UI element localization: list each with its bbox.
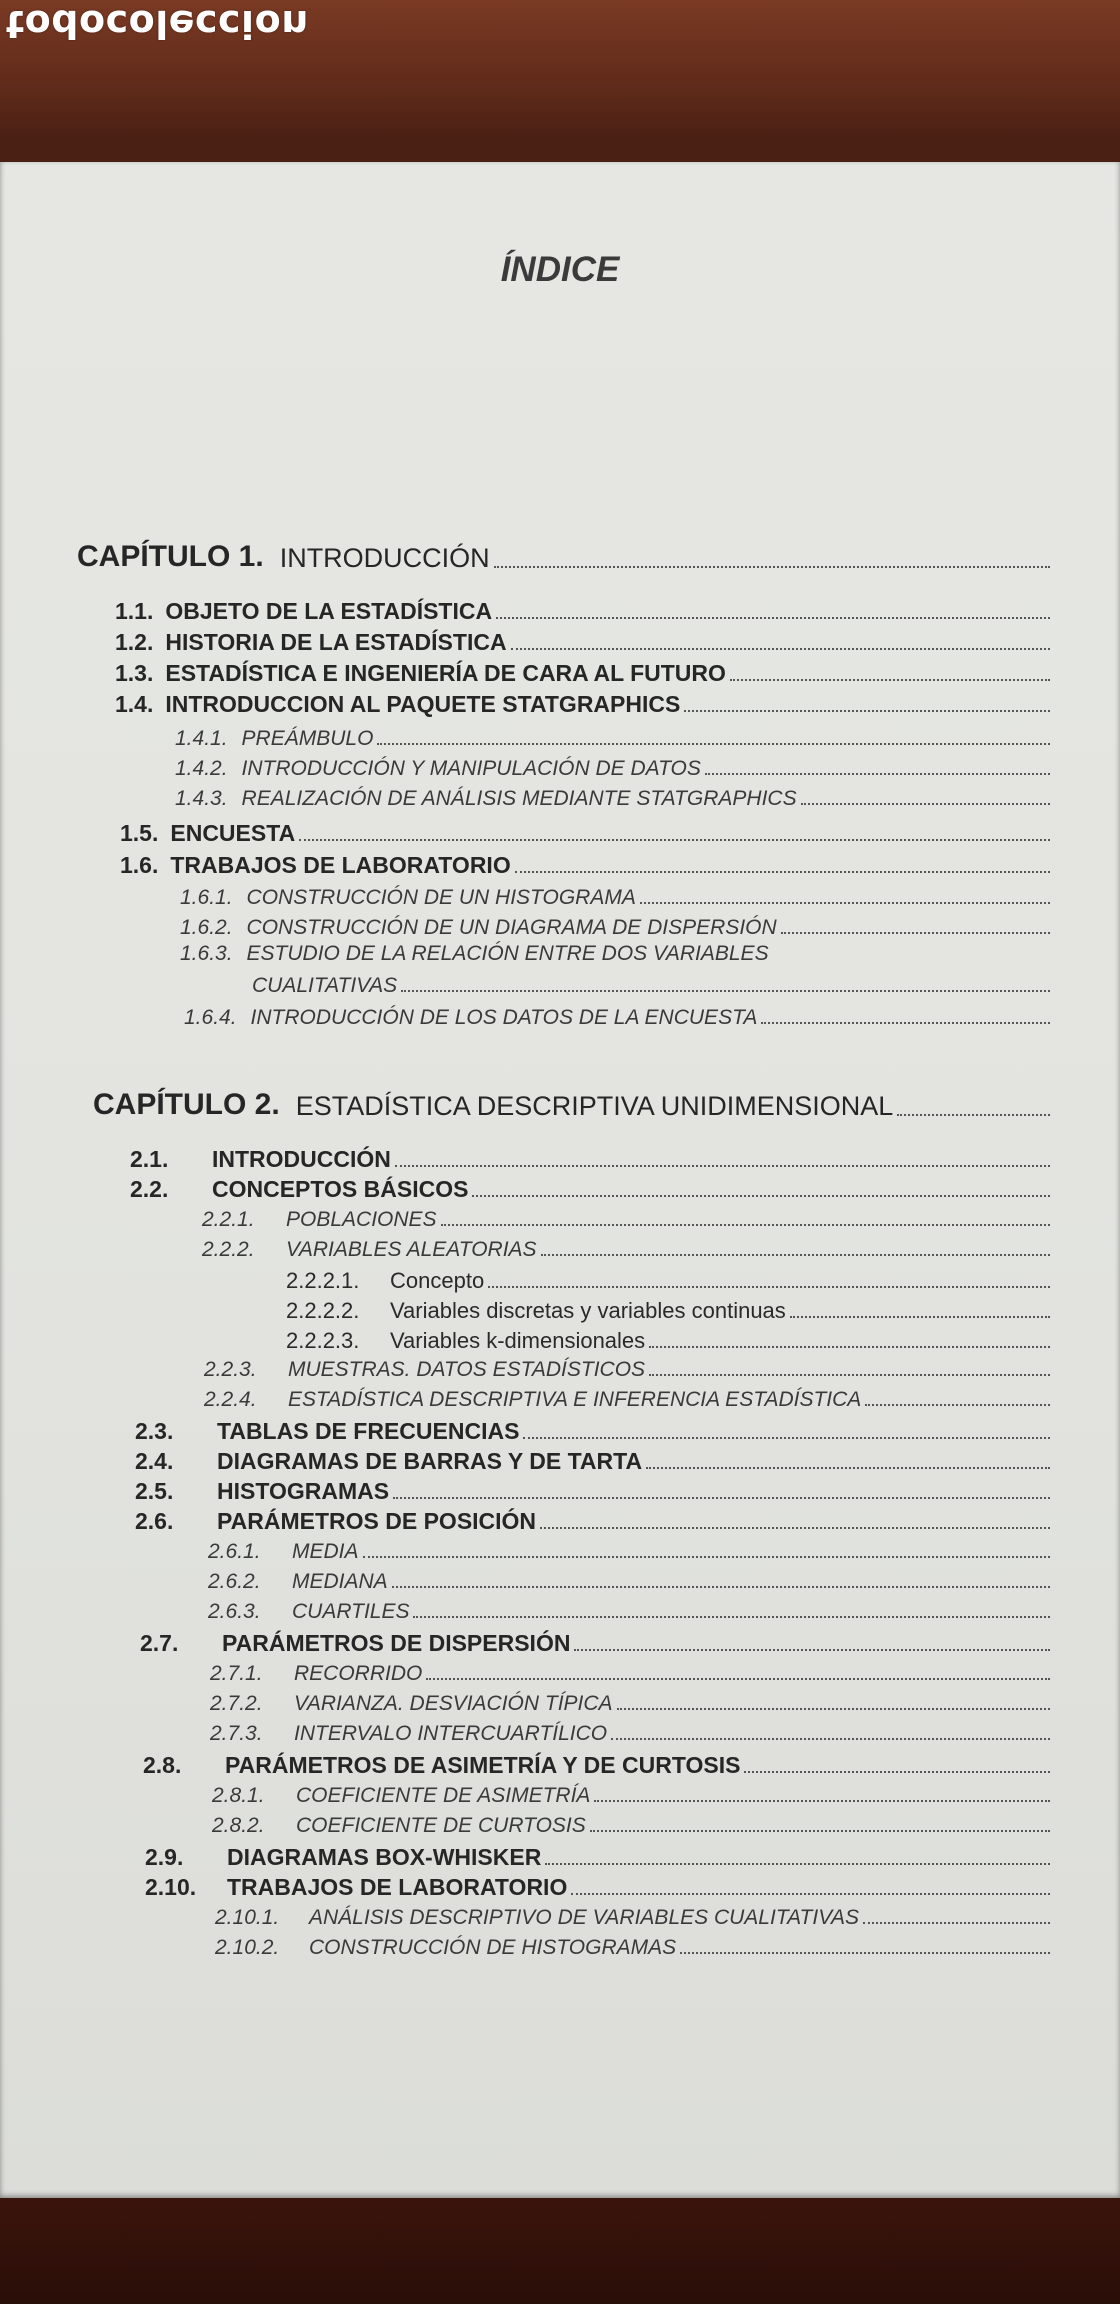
toc-subentry — [202, 1208, 1052, 1232]
leader-dots — [790, 1316, 1050, 1318]
entry-number: 1.2. — [115, 629, 154, 655]
entry-label: Variables k-dimensionales — [390, 1328, 646, 1353]
leader-dots — [865, 1404, 1050, 1406]
leader-dots — [590, 1830, 1050, 1832]
entry-label: INTERVALO INTERCUARTÍLICO — [294, 1722, 608, 1745]
entry-label: HISTORIA DE LA ESTADÍSTICA — [165, 629, 507, 655]
leader-dots — [496, 617, 1050, 619]
leader-dots — [494, 566, 1050, 568]
entry-number: 2.1. — [130, 1146, 169, 1172]
chapter-number: CAPÍTULO 1. — [77, 540, 264, 573]
entry-number: 2.8. — [143, 1752, 182, 1778]
leader-dots — [594, 1800, 1050, 1802]
entry-number: 2.10.2. — [215, 1936, 280, 1959]
entry-number: 2.7.3. — [210, 1722, 263, 1745]
leader-dots — [801, 803, 1050, 805]
leader-dots — [684, 710, 1050, 712]
leader-dots — [515, 871, 1050, 873]
entry-number: 2.2.3. — [204, 1358, 257, 1381]
leader-dots — [395, 1165, 1050, 1167]
toc-subentry — [212, 1814, 1052, 1838]
toc-entry — [120, 820, 1052, 847]
page-title: ÍNDICE — [500, 250, 620, 289]
leader-dots — [401, 990, 1050, 992]
toc-entry — [120, 852, 1052, 879]
toc-entry — [115, 629, 1052, 656]
entry-label: CUALITATIVAS — [252, 974, 398, 997]
entry-label: ESTADÍSTICA E INGENIERÍA DE CARA AL FUTURO — [165, 660, 726, 686]
entry-label: INTRODUCCIÓN — [212, 1146, 391, 1172]
table-surface — [0, 2198, 1120, 2304]
toc-subentry — [180, 942, 769, 966]
leader-dots — [863, 1922, 1050, 1924]
leader-dots — [441, 1224, 1050, 1226]
toc-entry — [115, 691, 1052, 718]
entry-number: 2.2. — [130, 1176, 169, 1202]
entry-label: TRABAJOS DE LABORATORIO — [170, 852, 511, 878]
leader-dots — [761, 1022, 1050, 1024]
entry-number: 2.8.2. — [212, 1814, 265, 1837]
leader-dots — [377, 743, 1050, 745]
leader-dots — [897, 1114, 1050, 1116]
entry-label: TRABAJOS DE LABORATORIO — [227, 1874, 568, 1900]
entry-label: RECORRIDO — [294, 1662, 423, 1685]
toc-entry — [135, 1478, 1052, 1505]
entry-number: 1.6. — [120, 852, 159, 878]
entry-label: PARÁMETROS DE ASIMETRÍA Y DE CURTOSIS — [225, 1752, 741, 1778]
leader-dots — [640, 902, 1050, 904]
leader-dots — [649, 1346, 1050, 1348]
leader-dots — [426, 1678, 1050, 1680]
leader-dots — [392, 1586, 1050, 1588]
entry-number: 2.7. — [140, 1630, 179, 1656]
leader-dots — [705, 773, 1050, 775]
entry-number: 2.2.2.1. — [286, 1268, 360, 1293]
entry-number: 2.5. — [135, 1478, 174, 1504]
toc-entry — [143, 1752, 1052, 1779]
entry-label: COEFICIENTE DE CURTOSIS — [296, 1814, 586, 1837]
toc-entry — [130, 1176, 1052, 1203]
leader-dots — [363, 1556, 1050, 1558]
leader-dots — [611, 1738, 1050, 1740]
entry-label: TABLAS DE FRECUENCIAS — [217, 1418, 520, 1444]
entry-number: 1.1. — [115, 598, 154, 624]
toc-subentry — [208, 1540, 1052, 1564]
toc-entry — [115, 598, 1052, 625]
entry-number: 2.4. — [135, 1448, 174, 1474]
entry-number: 2.6.1. — [208, 1540, 261, 1563]
entry-label: REALIZACIÓN DE ANÁLISIS MEDIANTE STATGRAPHICS — [241, 787, 797, 810]
toc-entry — [135, 1418, 1052, 1445]
toc-subentry-continued — [252, 974, 1052, 998]
entry-label: CONSTRUCCIÓN DE HISTOGRAMAS — [309, 1936, 677, 1959]
entry-label: HISTOGRAMAS — [217, 1478, 390, 1504]
entry-label: DIAGRAMAS DE BARRAS Y DE TARTA — [217, 1448, 643, 1474]
entry-number: 2.8.1. — [212, 1784, 265, 1807]
toc-entry — [135, 1448, 1052, 1475]
toc-subentry — [204, 1358, 1052, 1382]
entry-label: CONCEPTOS BÁSICOS — [212, 1176, 469, 1202]
entry-number: 2.3. — [135, 1418, 174, 1444]
entry-label: Concepto — [390, 1268, 485, 1293]
entry-number: 1.4.2. — [175, 757, 228, 780]
toc-entry — [130, 1146, 1052, 1173]
entry-number: 1.4.3. — [175, 787, 228, 810]
toc-subentry — [215, 1906, 1052, 1930]
entry-label: MEDIANA — [292, 1570, 388, 1593]
toc-subsubentry — [286, 1328, 1052, 1354]
entry-number: 2.2.2.2. — [286, 1298, 360, 1323]
chapter-title: ESTADÍSTICA DESCRIPTIVA UNIDIMENSIONAL — [295, 1091, 894, 1121]
toc-subentry — [208, 1570, 1052, 1594]
entry-number: 1.6.1. — [180, 886, 233, 909]
entry-number: 2.2.1. — [202, 1208, 255, 1231]
toc-subentry — [204, 1388, 1052, 1412]
entry-number: 2.10. — [145, 1874, 197, 1900]
leader-dots — [511, 648, 1050, 650]
leader-dots — [540, 1527, 1050, 1529]
entry-label: CONSTRUCCIÓN DE UN HISTOGRAMA — [246, 886, 636, 909]
toc-entry — [140, 1630, 1052, 1657]
leader-dots — [781, 932, 1050, 934]
leader-dots — [472, 1195, 1050, 1197]
leader-dots — [393, 1497, 1050, 1499]
entry-label: ENCUESTA — [170, 820, 296, 846]
toc-subentry — [212, 1784, 1052, 1808]
entry-label: ESTADÍSTICA DESCRIPTIVA E INFERENCIA ESTADÍSTICA — [288, 1388, 862, 1411]
entry-label: MUESTRAS. DATOS ESTADÍSTICOS — [288, 1358, 646, 1381]
toc-subentry — [180, 916, 1052, 940]
entry-label: PREÁMBULO — [241, 727, 374, 750]
entry-label: COEFICIENTE DE ASIMETRÍA — [296, 1784, 591, 1807]
toc-subentry — [210, 1662, 1052, 1686]
chapter-2-heading — [93, 1088, 1052, 1122]
toc-subentry — [202, 1238, 1052, 1262]
entry-label: CONSTRUCCIÓN DE UN DIAGRAMA DE DISPERSIÓN — [246, 916, 777, 939]
toc-subentry — [210, 1692, 1052, 1716]
entry-number: 2.2.2.3. — [286, 1328, 360, 1353]
toc-entry — [145, 1844, 1052, 1871]
leader-dots — [299, 839, 1050, 841]
entry-label: POBLACIONES — [286, 1208, 437, 1231]
entry-label: ANÁLISIS DESCRIPTIVO DE VARIABLES CUALITATIVAS — [309, 1906, 860, 1929]
leader-dots — [523, 1437, 1050, 1439]
toc-subentry — [215, 1936, 1052, 1960]
entry-label: INTRODUCCION AL PAQUETE STATGRAPHICS — [165, 691, 681, 717]
entry-label: PARÁMETROS DE POSICIÓN — [217, 1508, 537, 1534]
entry-number: 2.6.2. — [208, 1570, 261, 1593]
chapter-1-heading — [77, 540, 1052, 574]
toc-subentry — [180, 886, 1052, 910]
leader-dots — [541, 1254, 1050, 1256]
entry-label: DIAGRAMAS BOX-WHISKER — [227, 1844, 542, 1870]
entry-label: CUARTILES — [292, 1600, 410, 1623]
toc-subentry — [208, 1600, 1052, 1624]
entry-number: 2.2.2. — [202, 1238, 255, 1261]
leader-dots — [545, 1863, 1050, 1865]
entry-text: ESTUDIO DE LA RELACIÓN ENTRE DOS VARIABLES — [246, 942, 769, 965]
entry-number: 1.3. — [115, 660, 154, 686]
entry-number: 2.9. — [145, 1844, 184, 1870]
entry-number: 2.10.1. — [215, 1906, 280, 1929]
watermark-text: todocoleccion — [6, 2, 309, 46]
leader-dots — [574, 1649, 1050, 1651]
toc-subsubentry — [286, 1298, 1052, 1324]
toc-subsubentry — [286, 1268, 1052, 1294]
entry-label: VARIABLES ALEATORIAS — [286, 1238, 537, 1261]
toc-entry — [115, 660, 1052, 687]
leader-dots — [617, 1708, 1050, 1710]
chapter-number: CAPÍTULO 2. — [93, 1088, 280, 1121]
entry-number: 1.6.2. — [180, 916, 233, 939]
entry-label: INTRODUCCIÓN Y MANIPULACIÓN DE DATOS — [241, 757, 701, 780]
chapter-title: INTRODUCCIÓN — [279, 543, 490, 573]
entry-number: 2.7.2. — [210, 1692, 263, 1715]
entry-number: 2.6.3. — [208, 1600, 261, 1623]
toc-subentry — [175, 757, 1052, 781]
leader-dots — [413, 1616, 1050, 1618]
toc-subentry — [175, 787, 1052, 811]
toc-subentry — [184, 1006, 1052, 1030]
entry-label: VARIANZA. DESVIACIÓN TÍPICA — [294, 1692, 613, 1715]
entry-label: Variables discretas y variables continuas — [390, 1298, 786, 1323]
leader-dots — [649, 1374, 1050, 1376]
entry-number: 1.5. — [120, 820, 159, 846]
entry-number: 2.6. — [135, 1508, 174, 1534]
entry-number: 1.6.4. — [184, 1006, 237, 1029]
toc-subentry — [210, 1722, 1052, 1746]
entry-label: OBJETO DE LA ESTADÍSTICA — [165, 598, 493, 624]
leader-dots — [680, 1952, 1050, 1954]
entry-number: 2.7.1. — [210, 1662, 263, 1685]
entry-label: MEDIA — [292, 1540, 359, 1563]
leader-dots — [744, 1771, 1050, 1773]
entry-label: INTRODUCCIÓN DE LOS DATOS DE LA ENCUESTA — [250, 1006, 758, 1029]
entry-text: 1.6.3. — [180, 942, 233, 965]
toc-entry — [135, 1508, 1052, 1535]
toc-entry — [145, 1874, 1052, 1901]
entry-number: 1.4.1. — [175, 727, 228, 750]
toc-subentry — [175, 727, 1052, 751]
leader-dots — [571, 1893, 1050, 1895]
leader-dots — [730, 679, 1050, 681]
entry-label: PARÁMETROS DE DISPERSIÓN — [222, 1630, 571, 1656]
leader-dots — [488, 1286, 1050, 1288]
leader-dots — [646, 1467, 1050, 1469]
entry-number: 2.2.4. — [204, 1388, 257, 1411]
entry-number: 1.4. — [115, 691, 154, 717]
